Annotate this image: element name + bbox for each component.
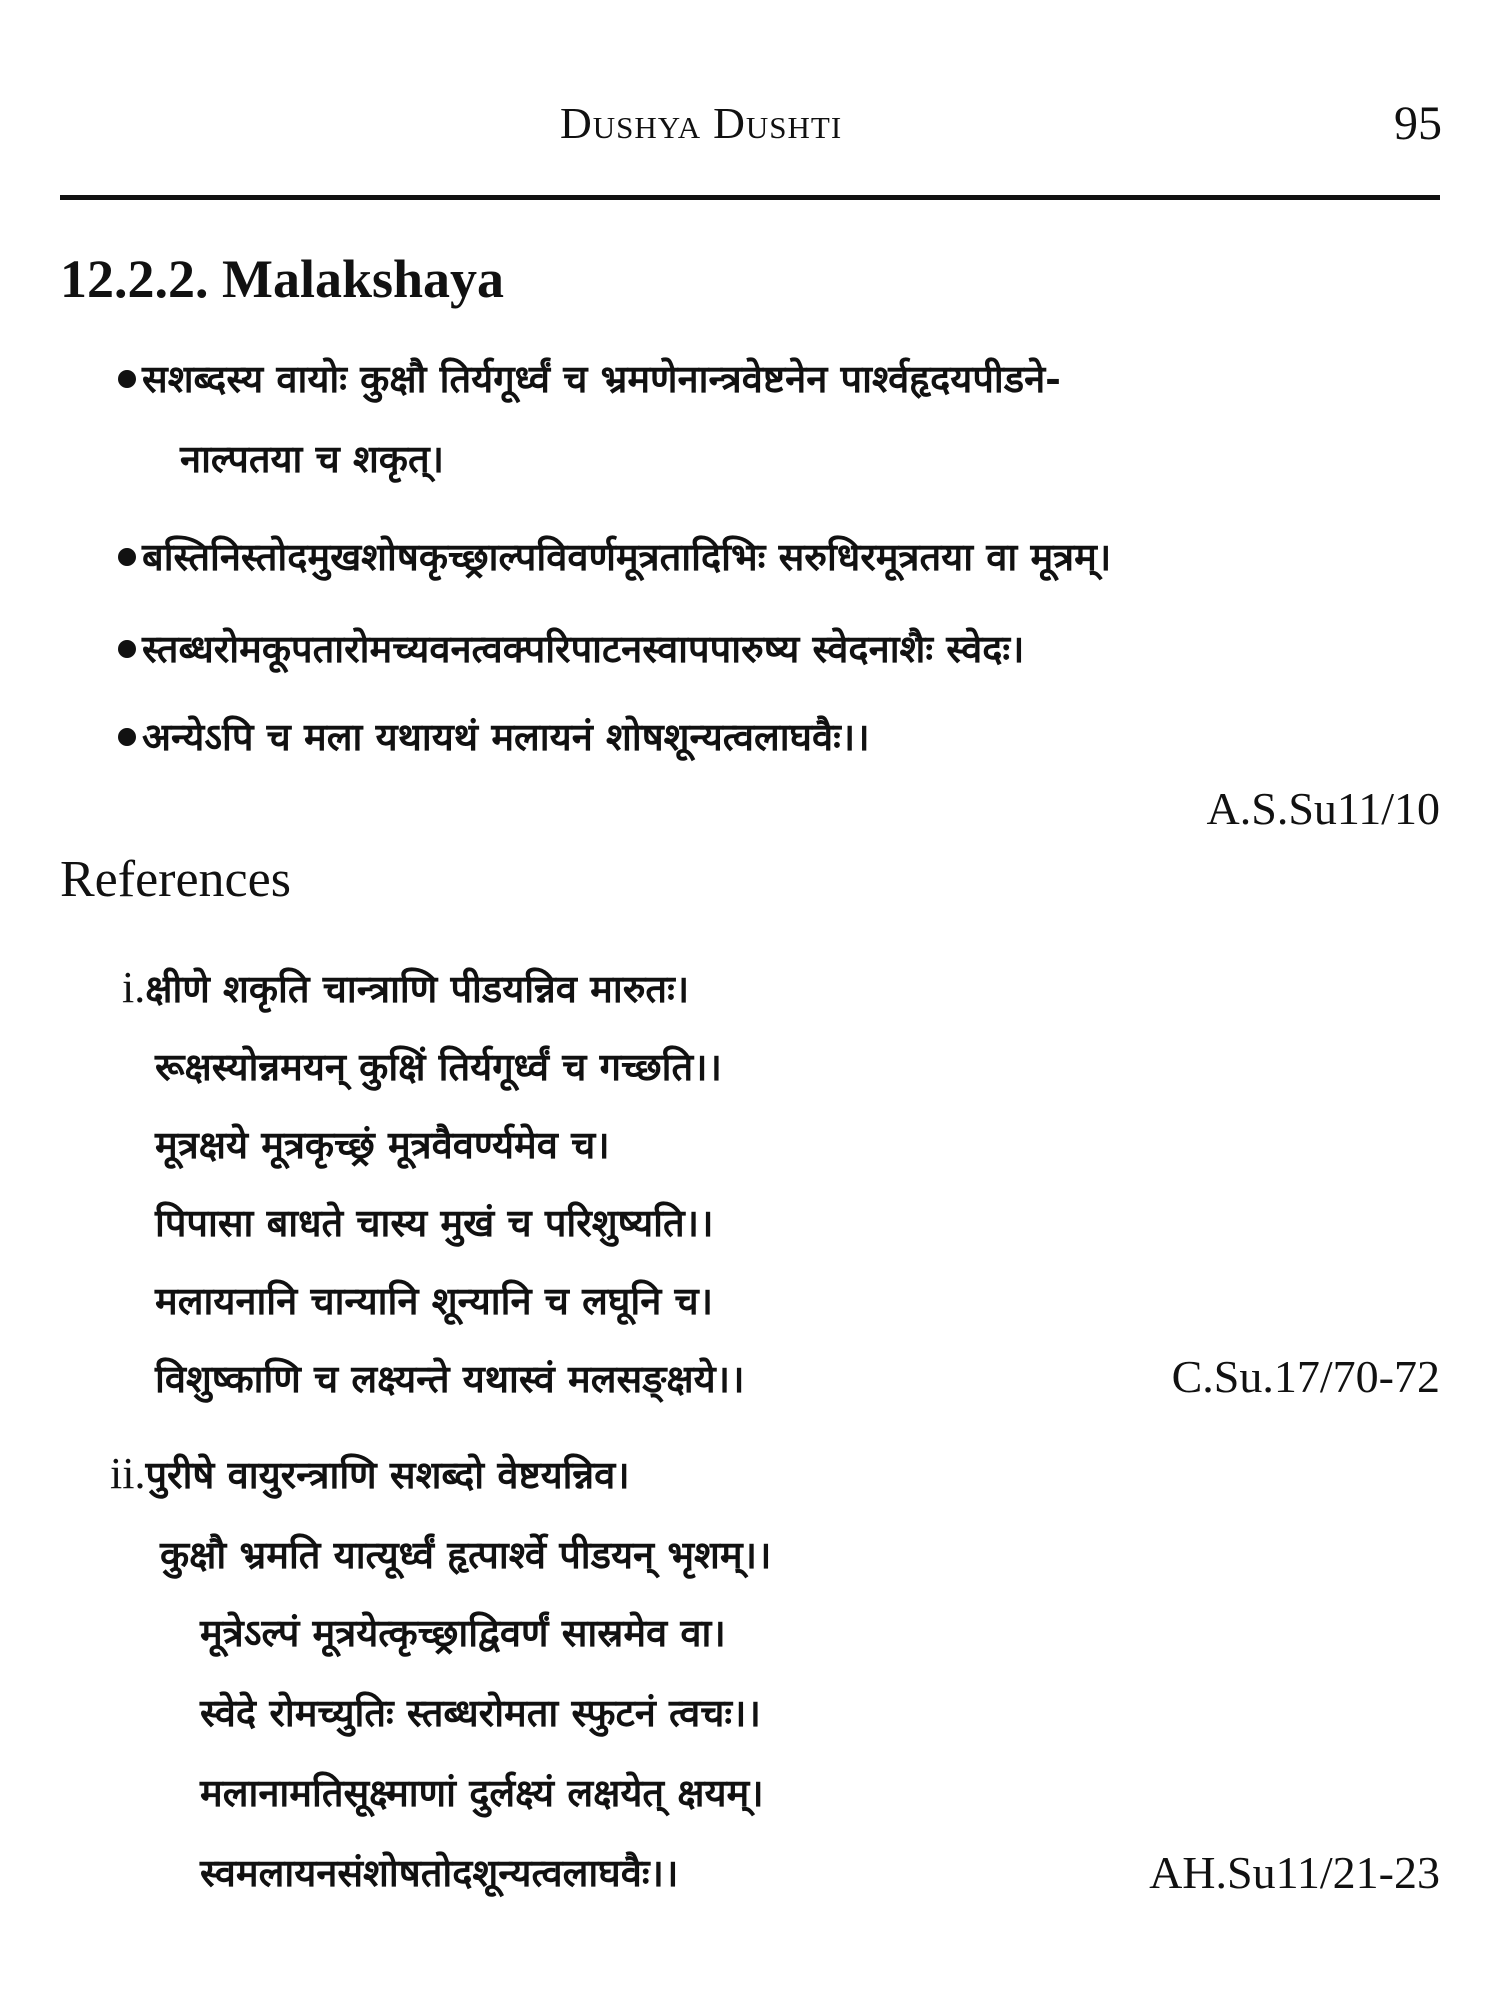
reference-line: पिपासा बाधते चास्य मुखं च परिशुष्यति।।: [155, 1200, 714, 1245]
running-head-title: Dushya Dushti: [560, 99, 843, 148]
page-number: 95: [1394, 97, 1442, 150]
section-citation: A.S.Su11/10: [1206, 783, 1440, 834]
bullet-text: बस्तिनिस्तोदमुखशोषकृच्छ्राल्पविवर्णमूत्रतादिभिः सरुधिरमूत्रतया वा मूत्रम्।: [142, 534, 1112, 579]
reference-verse: पुरीषे वायुरन्त्राणि सशब्दो वेष्टयन्निव।: [145, 1452, 630, 1497]
bullet-continuation: नाल्पतया च शकृत्।: [180, 436, 445, 481]
references-heading: References: [60, 851, 291, 908]
bullet-icon: [118, 728, 136, 746]
section-heading: 12.2.2. Malakshaya: [60, 249, 505, 309]
reference-line: [122, 962, 689, 1014]
reference-verse: क्षीणे शकृति चान्त्राणि पीडयन्निव मारुतः।: [145, 966, 690, 1011]
reference-line: रूक्षस्योन्नमयन् कुक्षिं तिर्यगूर्ध्वं च गच्छति।।: [155, 1044, 722, 1089]
reference-marker: ii.: [110, 1449, 146, 1498]
reference-line: स्वमलायनसंशोषतोदशून्यत्वलाघवैः।।: [200, 1850, 679, 1895]
reference-citation: C.Su.17/70-72: [1171, 1351, 1440, 1402]
bullet-text: सशब्दस्य वायोः कुक्षौ तिर्यगूर्ध्वं च भ्रमणेनान्त्रवेष्टनेन पार्श्वहृदयपीडने-: [142, 356, 1061, 401]
bullet-item: [118, 622, 1024, 674]
reference-line: मूत्रेऽल्पं मूत्रयेत्कृच्छ्राद्विवर्णं सास्रमेव वा।: [200, 1610, 726, 1655]
bullet-item: [118, 530, 1111, 582]
bullet-item: [118, 352, 1061, 404]
bullet-item: [118, 710, 870, 762]
reference-line: [110, 1448, 630, 1500]
reference-line: कुक्षौ भ्रमति यात्यूर्ध्वं हृत्पार्श्वे पीडयन् भृशम्।।: [160, 1532, 772, 1577]
bullet-icon: [118, 548, 136, 566]
reference-line: मलानामतिसूक्ष्माणां दुर्लक्ष्यं लक्षयेत् क्षयम्।: [200, 1770, 764, 1815]
reference-line: विशुष्काणि च लक्ष्यन्ते यथास्वं मलसङ्क्षये।।: [155, 1356, 745, 1401]
reference-line: मलायनानि चान्यानि शून्यानि च लघूनि च।: [155, 1278, 714, 1323]
reference-marker: i.: [122, 963, 146, 1012]
bullet-icon: [118, 640, 136, 658]
bullet-text: स्तब्धरोमकूपतारोमच्यवनत्वक्परिपाटनस्वापपारुष्य स्वेदनाशैः स्वेदः।: [142, 626, 1025, 671]
reference-citation: AH.Su11/21-23: [1149, 1847, 1440, 1898]
bullet-text: अन्येऽपि च मला यथायथं मलायनं शोषशून्यत्वलाघवैः।।: [142, 714, 870, 759]
header-rule: [60, 195, 1440, 200]
bullet-icon: [118, 370, 136, 388]
reference-line: मूत्रक्षये मूत्रकृच्छ्रं मूत्रवैवर्ण्यमेव च।: [155, 1122, 610, 1167]
reference-line: स्वेदे रोमच्युतिः स्तब्धरोमता स्फुटनं त्वचः।।: [200, 1690, 761, 1735]
